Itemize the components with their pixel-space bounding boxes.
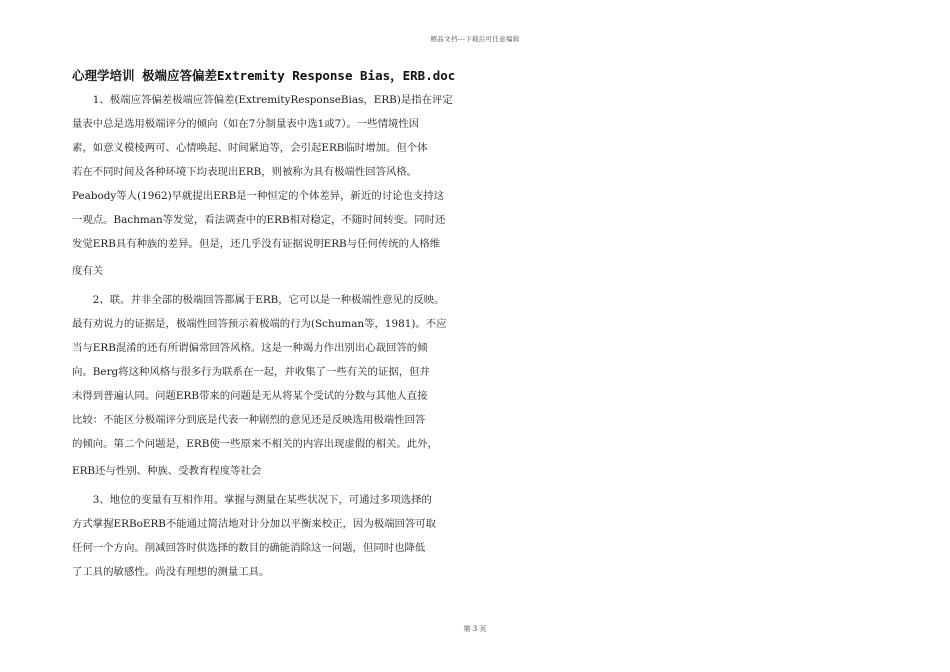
body-line: ERB还与性别、种族、受教育程度等社会 [72,465,262,477]
body-line: 一观点。Bachman等发觉，看法调查中的ERB相对稳定，不随时间转变。同时还 [72,214,446,226]
body-line: Peabody等人(1962)早就提出ERB是一种恒定的个体差异，新近的讨论也支持这 [72,190,445,202]
body-line: 比较：不能区分极端评分到底是代表一种剧烈的意见还是反映选用极端性回答 [72,414,426,426]
body-line: 发觉ERB具有种族的差异。但是，还几乎没有证据说明ERB与任何传统的人格维 [72,238,441,250]
body-line: 的倾向。第二个问题是，ERB使一些原来不相关的内容出现虚假的相关。此外， [72,438,438,450]
body-line: 素，如意义模棱两可、心情唤起、时间紧迫等，会引起ERB临时增加。但个体 [72,142,428,154]
body-line: 1、极端应答偏差极端应答偏差(ExtremityResponseBias，ERB)是指在评定 [72,94,453,106]
body-line: 2、联。并非全部的极端回答都属于ERB，它可以是一种极端性意见的反映。 [72,294,445,306]
body-line: 最有劝说力的证据是，极端性回答预示着极端的行为(Schuman等，1981)。不应 [72,318,447,330]
body-line: 向。Berg将这种风格与很多行为联系在一起，并收集了一些有关的证据，但并 [72,366,430,378]
document-title: 心理学培训 极端应答偏差Extremity Response Bias，ERB.doc [72,68,456,83]
body-line: 未得到普遍认同。问题ERB带来的问题是无从将某个受试的分数与其他人直接 [72,390,428,402]
page-number: 第 3 页 [463,625,487,633]
body-line: 3、地位的变量有互相作用。掌握与测量在某些状况下，可通过多项选择的 [72,494,432,506]
page-header-note: 精品文档---下载后可任意编辑 [430,35,520,43]
body-line: 了工具的敏感性。尚没有理想的测量工具。 [72,566,270,578]
body-line: 若在不同时间及各种环境下均表现出ERB，则被称为具有极端性回答风格。 [72,166,418,178]
body-line: 当与ERB混淆的还有所谓偏常回答风格。这是一种竭力作出别出心裁回答的倾 [72,342,428,354]
body-line: 任何一个方向。削减回答时供选择的数目的确能消除这一问题，但同时也降低 [72,542,426,554]
body-line: 度有关 [72,265,104,277]
body-line: 方式掌握ERBoERB不能通过简洁地对计分加以平衡来校正，因为极端回答可取 [72,518,437,530]
body-line: 量表中总是选用极端评分的倾向（如在7分制量表中选1或7）。一些情境性因 [72,118,420,130]
